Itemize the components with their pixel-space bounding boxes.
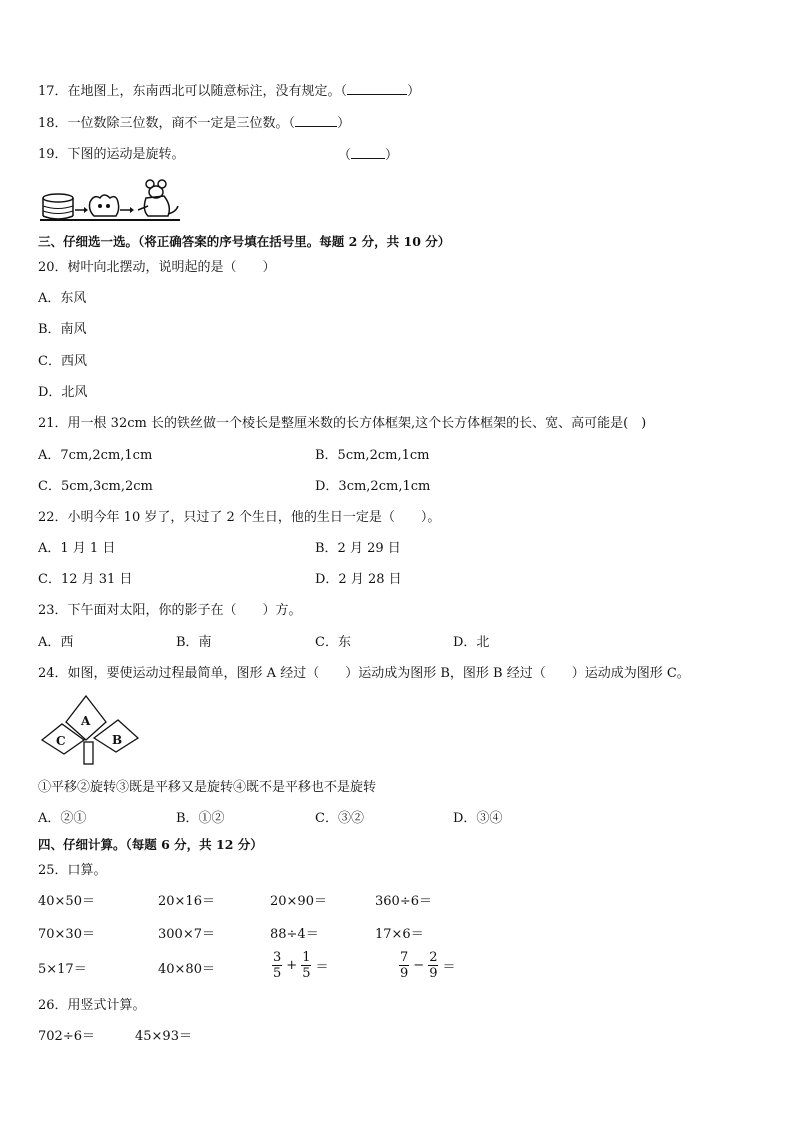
answer-blank[interactable] xyxy=(351,146,385,159)
answer-blank[interactable] xyxy=(347,82,407,95)
option-c[interactable]: C．西风 xyxy=(38,354,87,369)
option-a[interactable]: A．1 月 1 日 xyxy=(38,541,116,556)
calc-item: 702÷6＝ xyxy=(38,1029,95,1044)
calc-item: 17×6＝ xyxy=(375,927,424,942)
calc-item: 20×16＝ xyxy=(158,894,215,909)
question-18: 18．一位数除三位数，商不一定是三位数。（ ） xyxy=(38,116,351,131)
figure-label-b: B xyxy=(112,733,123,747)
fraction: $\frac{3}{5}$ xyxy=(273,950,282,981)
fraction: $\frac{1}{5}$ xyxy=(302,950,311,981)
question-19-text: 19．下图的运动是旋转。 xyxy=(38,147,185,162)
fraction-expression-1: $\frac{3}{5}$ + $\frac{1}{5}$ ＝ xyxy=(273,950,329,981)
option-b[interactable]: B．2 月 29 日 xyxy=(315,541,401,556)
calc-item: 88÷4＝ xyxy=(270,927,319,942)
option-b[interactable]: B．南风 xyxy=(38,322,87,337)
figure-label-a: A xyxy=(81,714,91,728)
option-a[interactable]: A．7cm,2cm,1cm xyxy=(38,448,153,463)
rotation-figure xyxy=(38,176,188,224)
calc-item: 40×80＝ xyxy=(158,962,215,977)
section-4-heading: 四、仔细计算。（每题 6 分，共 12 分） xyxy=(38,837,263,852)
calc-item: 70×30＝ xyxy=(38,927,95,942)
option-d[interactable]: D．3cm,2cm,1cm xyxy=(315,479,431,494)
question-23-text: 23．下午面对太阳，你的影子在（ ）方。 xyxy=(38,603,302,618)
question-21-text: 21．用一根 32cm 长的铁丝做一个棱长是整厘米数的长方体框架,这个长方体框架的长、宽、高可能是( ) xyxy=(38,416,647,431)
calc-item: 300×7＝ xyxy=(158,927,215,942)
option-c[interactable]: C．5cm,3cm,2cm xyxy=(38,479,153,494)
calc-item: 40×50＝ xyxy=(38,894,95,909)
answer-blank[interactable] xyxy=(295,114,337,127)
option-d[interactable]: D．③④ xyxy=(453,811,503,826)
question-19-answer: （ ） xyxy=(338,148,399,163)
option-b[interactable]: B．5cm,2cm,1cm xyxy=(315,448,430,463)
option-d[interactable]: D．北风 xyxy=(38,385,88,400)
question-17: 17．在地图上，东南西北可以随意标注，没有规定。（ ） xyxy=(38,84,421,99)
fraction: $\frac{2}{9}$ xyxy=(429,950,438,981)
question-17-text: 17．在地图上，东南西北可以随意标注，没有规定。 xyxy=(38,84,341,99)
calc-item: 5×17＝ xyxy=(38,962,87,977)
option-b[interactable]: B．南 xyxy=(176,635,212,650)
question-19 xyxy=(38,146,185,164)
option-a[interactable]: A．②① xyxy=(38,811,87,826)
question-18-text: 18．一位数除三位数，商不一定是三位数。 xyxy=(38,116,289,131)
figure-label-c: C xyxy=(56,734,66,748)
question-22-text: 22．小明今年 10 岁了，只过了 2 个生日，他的生日一定是（ ）。 xyxy=(38,510,441,525)
option-c[interactable]: C．③② xyxy=(315,811,364,826)
choices-line: ①平移②旋转③既是平移又是旋转④既不是平移也不是旋转 xyxy=(38,780,377,795)
option-a[interactable]: A．西 xyxy=(38,635,74,650)
fraction: $\frac{7}{9}$ xyxy=(400,950,409,981)
calc-item: 360÷6＝ xyxy=(375,894,432,909)
option-b[interactable]: B．①② xyxy=(176,811,225,826)
shapes-figure xyxy=(38,694,142,768)
option-c[interactable]: C．12 月 31 日 xyxy=(38,572,133,587)
calc-item: 20×90＝ xyxy=(270,894,327,909)
question-24-text: 24．如图，要使运动过程最简单，图形 A 经过（ ）运动成为图形 B，图形 B 经过（ ）运动成为图形 C。 xyxy=(38,666,690,681)
fraction-expression-2: $\frac{7}{9}$ − $\frac{2}{9}$ ＝ xyxy=(400,950,456,981)
option-c[interactable]: C．东 xyxy=(315,635,351,650)
calc-item: 45×93＝ xyxy=(135,1029,192,1044)
option-a[interactable]: A．东风 xyxy=(38,291,87,306)
question-25-text: 25．口算。 xyxy=(38,863,107,878)
option-d[interactable]: D．北 xyxy=(453,635,490,650)
section-3-heading: 三、仔细选一选。（将正确答案的序号填在括号里。每题 2 分，共 10 分） xyxy=(38,234,451,249)
question-20-text: 20．树叶向北摆动，说明起的是（ ） xyxy=(38,260,276,275)
option-d[interactable]: D．2 月 28 日 xyxy=(315,572,402,587)
question-26-text: 26．用竖式计算。 xyxy=(38,998,146,1013)
